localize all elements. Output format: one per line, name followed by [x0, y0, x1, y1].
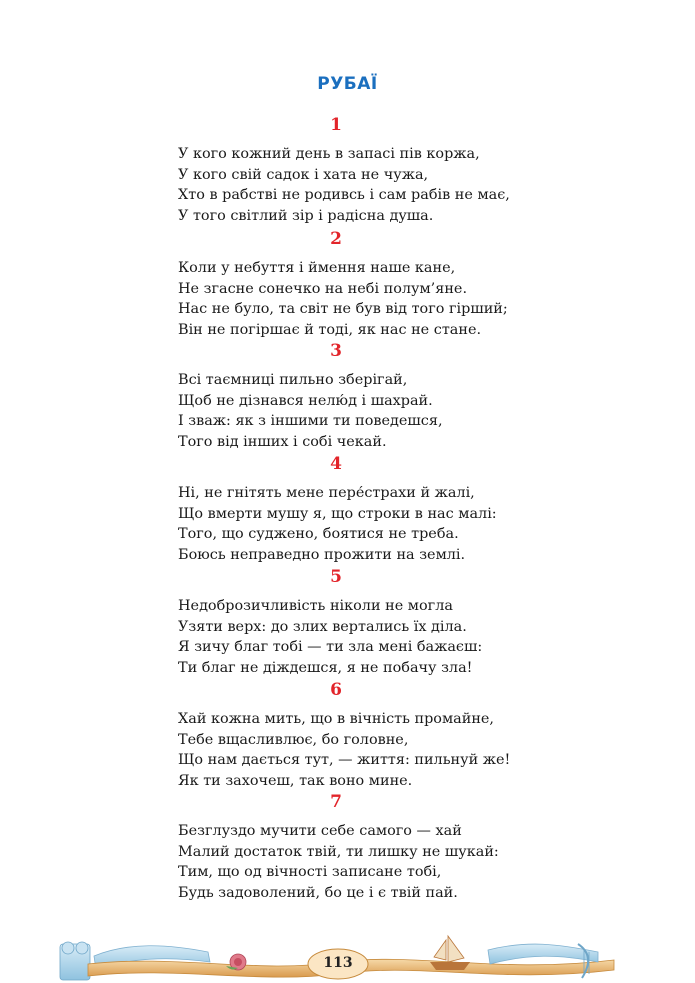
poem-line: Того від інших і собі чекай. — [178, 433, 387, 450]
poem-line: І зваж: як з іншими ти поведешся, — [178, 413, 443, 429]
stanza — [178, 679, 510, 791]
poem-line: У кого кожний день в запасі пів коржа, — [178, 146, 480, 162]
poem-line: Що вмерти мушу я, що строки в нас малі: — [178, 505, 497, 522]
stanza — [178, 114, 510, 226]
poem-line: У кого свій садок і хата не чужа, — [178, 166, 429, 183]
poem-line: Узяти верх: до злих вертались їх діла. — [178, 618, 467, 635]
poem-line: У того світлий зір і радісна душа. — [178, 207, 434, 224]
poem-line: Хто в рабстві не родивсь і сам рабів не має, — [178, 187, 510, 203]
stanza-number: 1 — [330, 115, 342, 135]
stanza-number: 5 — [330, 567, 342, 587]
poem-line: Недоброзичливість ніколи не могла — [178, 598, 453, 614]
poem-line: Він не погіршає й тоді, як нас не стане. — [178, 321, 482, 338]
poem-line: Я зичу благ тобі — ти зла мені бажаєш: — [178, 639, 483, 655]
stanza-number: 3 — [330, 341, 342, 361]
poem-line: Як ти захочеш, так воно мине. — [178, 772, 413, 789]
stanza-number: 7 — [330, 792, 342, 812]
stanza-number: 2 — [330, 229, 342, 249]
stanza-number: 6 — [330, 680, 342, 700]
poem-line: Коли у небуття і ймення наше кане, — [178, 260, 456, 276]
poem-line: Що нам дається тут, — життя: пильнуй же! — [178, 752, 511, 768]
column-ornament — [60, 942, 90, 980]
poem-line: Всі таємниці пильно зберігай, — [178, 372, 408, 388]
poem-line: Тебе вщасливлює, бо головне, — [178, 731, 409, 748]
poem-line: Нас не було, та світ не був від того гірший; — [178, 301, 508, 317]
poem-line: Хай кожна мить, що в вічність промайне, — [178, 711, 495, 727]
rose-ornament — [226, 954, 246, 970]
poem-line: Того, що суджено, боятися не треба. — [178, 526, 459, 542]
poem-line: Не згасне сонечко на небі полум’яне. — [178, 280, 468, 297]
stanza — [178, 340, 494, 452]
poem-line: Ні, не гнітять мене пере́страхи й жалі, — [178, 485, 475, 501]
poem-line: Боюсь неправедно прожити на землі. — [178, 546, 466, 563]
page-title: РУБАЇ — [317, 74, 378, 94]
poem-line: Ти благ не діждешся, я не побачу зла! — [178, 659, 473, 676]
page-number: 113 — [323, 955, 353, 971]
stanza — [178, 453, 497, 565]
ship-ornament — [430, 936, 470, 970]
poem-line: Малий достаток твій, ти лишку не шукай: — [178, 843, 499, 860]
poem-line: Будь задоволений, бо це і є твій пай. — [178, 884, 458, 901]
stanza-number: 4 — [330, 454, 342, 474]
stanza — [178, 566, 494, 678]
poem-line: Безглуздо мучити себе самого — хай — [178, 823, 462, 839]
poem-line: Щоб не дізнався нелю́д і шахрай. — [178, 392, 433, 409]
stanza — [178, 791, 499, 903]
poem-line: Тим, що од вічності записане тобі, — [178, 864, 442, 880]
stanza — [178, 228, 508, 340]
